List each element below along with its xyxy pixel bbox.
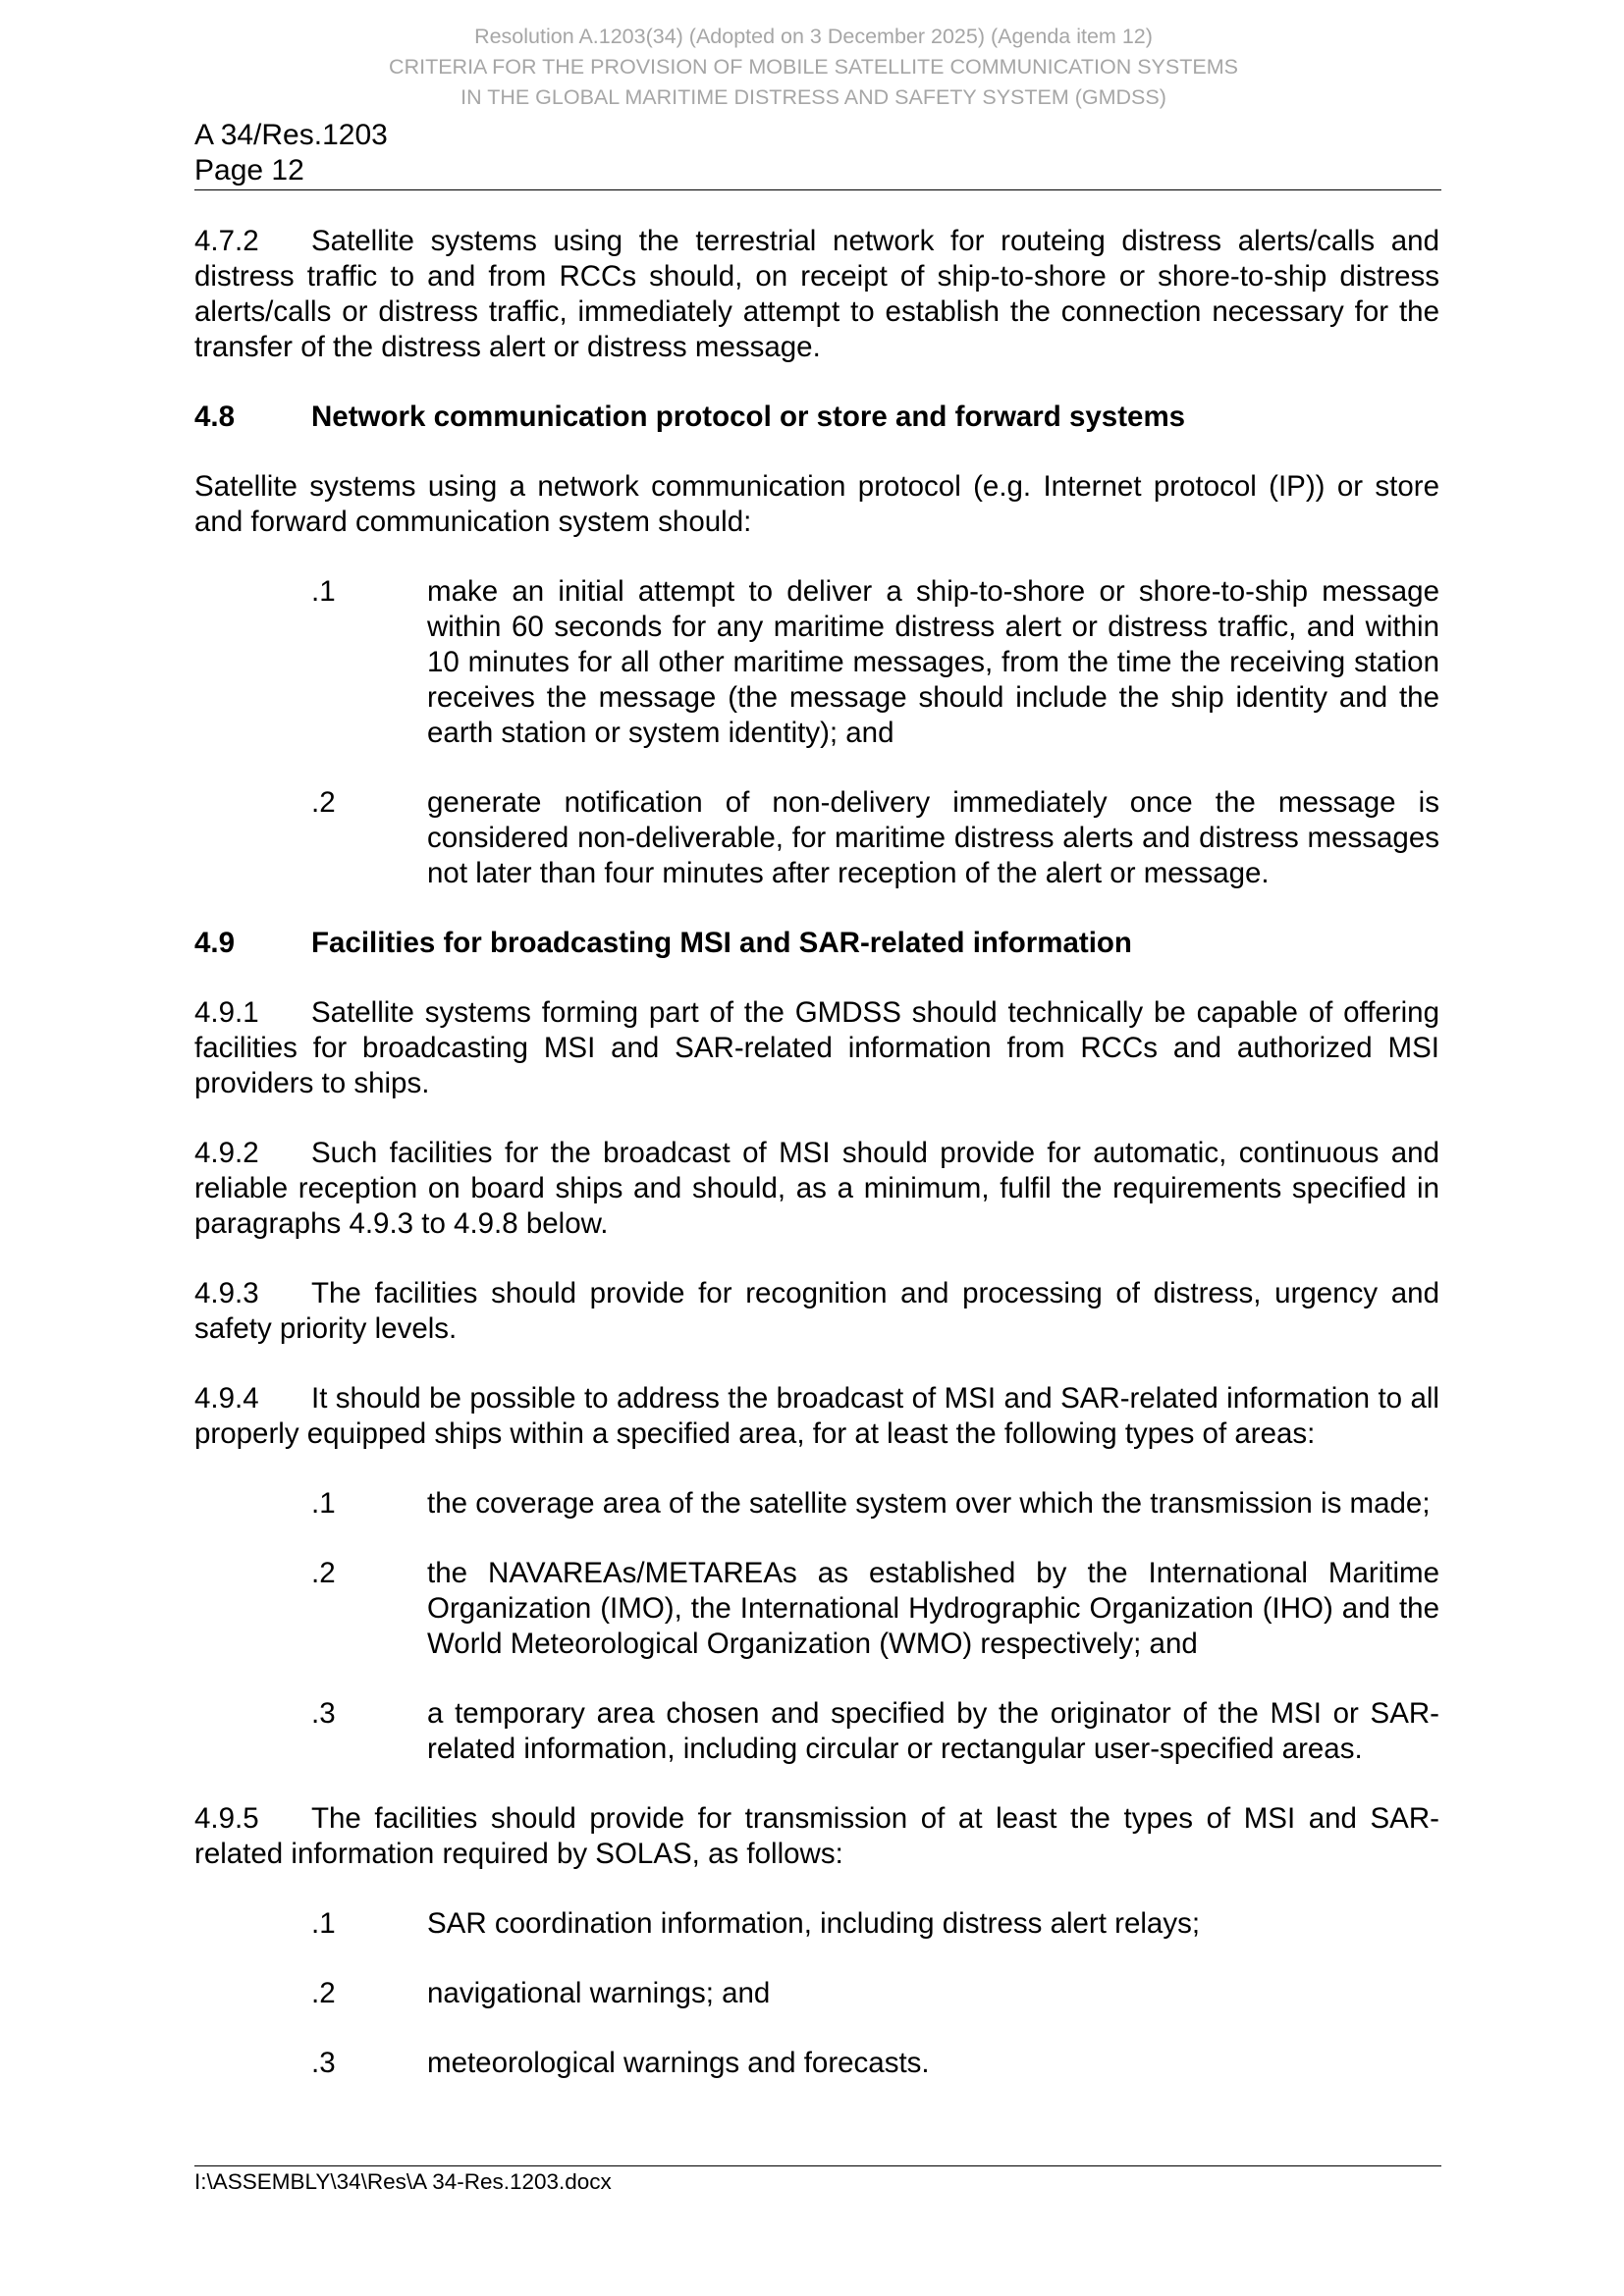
item-text: SAR coordination information, including distress alert relays; [427, 1907, 1201, 1940]
paragraph-4-9-4 [194, 1381, 1439, 1452]
paragraph-number: 4.9.1 [194, 996, 259, 1029]
footer-file-path: I:\ASSEMBLY\34\Res\A 34-Res.1203.docx [194, 2169, 612, 2194]
header-rule [194, 189, 1441, 190]
item-marker: .1 [311, 1487, 336, 1520]
list-item [311, 1906, 1439, 1942]
paragraph-4-9-1 [194, 995, 1439, 1101]
paragraph-4-9-2 [194, 1136, 1439, 1242]
paragraph-number: 4.9.3 [194, 1277, 259, 1309]
list-item [311, 1486, 1439, 1522]
section-heading-4-8 [194, 400, 1439, 435]
section-title: Network communication protocol or store and forward systems [311, 400, 1186, 433]
header-title-line-2: IN THE GLOBAL MARITIME DISTRESS AND SAFETY SYSTEM (GMDSS) [460, 85, 1166, 109]
item-marker: .3 [311, 2047, 336, 2079]
document-code: A 34/Res.1203 [194, 119, 388, 151]
paragraph-text: Satellite systems forming part of the GMDSS should technically be capable of offering facilities for broadcasting MSI and SAR-related information from RCCs and authorized MSI providers to ships. [194, 996, 1439, 1099]
paragraph-text: The facilities should provide for transmission of at least the types of MSI and SAR-related information required by SOLAS, as follows: [194, 1802, 1439, 1870]
paragraph-text: Such facilities for the broadcast of MSI should provide for automatic, continuous and reliable reception on board ships and should, as a minimum, fulfil the requirements specified in paragraphs 4.9.3 to 4.9.8 below. [194, 1137, 1439, 1240]
item-text: make an initial attempt to deliver a ship-to-shore or shore-to-ship message within 60 seconds for any maritime distress alert or distress traffic, and within 10 minutes for all other maritime messages, from the time the receiving station receives the message (the message should include the ship identity and the earth station or system identity); and [427, 575, 1439, 749]
list-item [311, 1556, 1439, 1662]
paragraph-text: The facilities should provide for recognition and processing of distress, urgency and safety priority levels. [194, 1277, 1439, 1345]
item-marker: .3 [311, 1697, 336, 1730]
paragraph-4-9-5 [194, 1801, 1439, 1872]
document-body [194, 224, 1439, 2081]
item-text: navigational warnings; and [427, 1977, 771, 2009]
paragraph-number: 4.9.5 [194, 1802, 259, 1835]
document-reference [194, 118, 388, 188]
item-text: a temporary area chosen and specified by the originator of the MSI or SAR-related information, including circular or rectangular user-specified areas. [427, 1697, 1439, 1765]
section-heading-4-9 [194, 926, 1439, 961]
section-title: Facilities for broadcasting MSI and SAR-related information [311, 927, 1132, 959]
page-number: Page 12 [194, 154, 304, 187]
paragraph-number: 4.9.4 [194, 1382, 259, 1415]
running-header [0, 22, 1624, 113]
list-item [311, 1976, 1439, 2011]
paragraph-number: 4.9.2 [194, 1137, 259, 1169]
header-title-line-1: CRITERIA FOR THE PROVISION OF MOBILE SATELLITE COMMUNICATION SYSTEMS [389, 55, 1238, 79]
item-marker: .2 [311, 786, 336, 819]
list-item [311, 574, 1439, 751]
item-text: the NAVAREAs/METAREAs as established by the International Maritime Organization (IMO), the International Hydrographic Organization (IHO) and the World Meteorological Organization (WMO) respectively; and [427, 1557, 1439, 1660]
paragraph-text: It should be possible to address the broadcast of MSI and SAR-related information to all properly equipped ships within a specified area, for at least the following types of areas: [194, 1382, 1439, 1450]
section-number: 4.8 [194, 400, 236, 433]
footer-rule [194, 2165, 1441, 2166]
paragraph-number: 4.7.2 [194, 225, 259, 257]
paragraph-4-9-3 [194, 1276, 1439, 1347]
section-4-8-intro: Satellite systems using a network communication protocol (e.g. Internet protocol (IP)) or store and forward communication system should: [194, 470, 1439, 538]
list-item [311, 785, 1439, 891]
paragraph-4-7-2 [194, 224, 1439, 365]
item-text: generate notification of non-delivery immediately once the message is considered non-deliverable, for maritime distress alerts and distress messages not later than four minutes after reception of the alert or message. [427, 786, 1439, 889]
item-text: the coverage area of the satellite system over which the transmission is made; [427, 1487, 1431, 1520]
item-marker: .1 [311, 1907, 336, 1940]
item-marker: .2 [311, 1977, 336, 2009]
section-number: 4.9 [194, 927, 236, 959]
list-item [311, 1696, 1439, 1767]
resolution-line: Resolution A.1203(34) (Adopted on 3 December 2025) (Agenda item 12) [474, 25, 1153, 48]
item-text: meteorological warnings and forecasts. [427, 2047, 930, 2079]
item-marker: .2 [311, 1557, 336, 1589]
list-item [311, 2046, 1439, 2081]
item-marker: .1 [311, 575, 336, 608]
paragraph-text: Satellite systems using the terrestrial network for routeing distress alerts/calls and distress traffic to and from RCCs should, on receipt of ship-to-shore or shore-to-ship distress alerts/calls or distress traffic, immediately attempt to establish the connection necessary for the transfer of the distress alert or distress message. [194, 225, 1439, 363]
